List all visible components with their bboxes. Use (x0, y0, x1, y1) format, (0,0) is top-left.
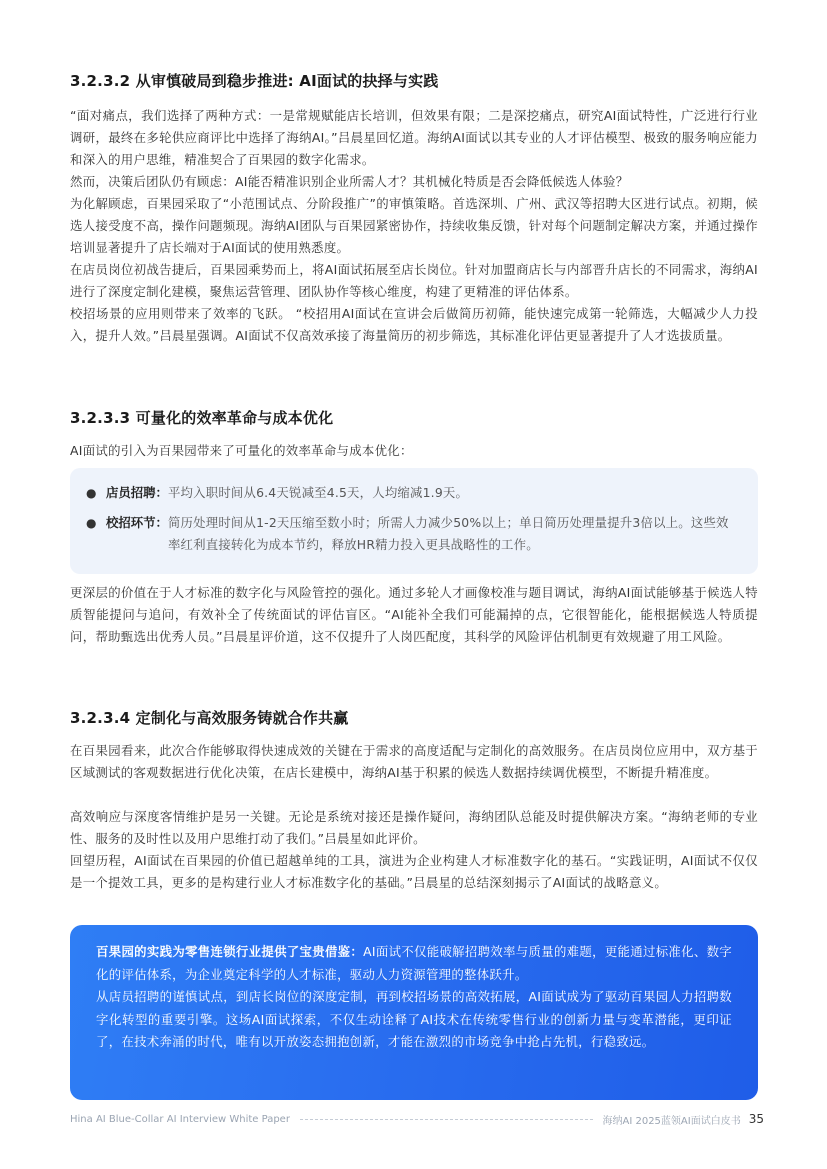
paragraph: 高效响应与深度客情维护是另一关键。无论是系统对接还是操作疑问，海纳团队总能及时提供解决方案。“海纳老师的专业性、服务的及时性以及用户思维打动了我们。”吕晨星如此评价。 (70, 809, 758, 846)
highlight-box (70, 468, 758, 574)
bullet-item (86, 512, 740, 556)
section-title-3-2-3-4: 3.2.3.4 定制化与高效服务铸就合作共赢 (70, 709, 349, 727)
footer-title-cn: 海纳AI 2025蓝领AI面试白皮书 (602, 1115, 741, 1127)
paragraph: 在店员岗位初战告捷后，百果园乘势而上，将AI面试拓展至店长岗位。针对加盟商店长与内部晋升店长的不同需求，海纳AI进行了深度定制化建模，聚焦运营管理、团队协作等核心维度，构建了更精准的评估体系。 (70, 262, 758, 299)
summary-callout (70, 925, 758, 1100)
paragraph: 回望历程，AI面试在百果园的价值已超越单纯的工具，演进为企业构建人才标准数字化的基石。“实践证明，AI面试不仅仅是一个提效工具，更多的是构建行业人才标准数字化的基础。”吕晨星的总结深刻揭示了AI面试的战略意义。 (70, 853, 758, 890)
bullet-text: 平均入职时间从6.4天锐减至4.5天，人均缩减1.9天。 (167, 485, 469, 500)
page-number: 35 (748, 1112, 764, 1126)
paragraph: 更深层的价值在于人才标准的数字化与风险管控的强化。通过多轮人才画像校准与题目调试，海纳AI面试能够基于候选人特质智能提问与追问，有效补全了传统面试的评估盲区。“AI能补全我们可能漏掉的点，它很智能化，能根据候选人特质提问，帮助甄选出优秀人员。”吕晨星评价道，这不仅提升了人岗匹配度，其科学的风险评估机制更有效规避了用工风险。 (70, 585, 758, 644)
callout-paragraph (96, 941, 732, 986)
callout-lead: 百果园的实践为零售连锁行业提供了宝贵借鉴： (96, 944, 364, 959)
bullet-dot-icon: ● (86, 516, 97, 530)
callout-paragraph: 从店员招聘的谨慎试点，到店长岗位的深度定制，再到校招场景的高效拓展，AI面试成为了驱动百果园人力招聘数字化转型的重要引擎。这场AI面试探索，不仅生动诠释了AI技术在传统零售行业的创新力量与变革潜能，更印证了，在技术奔涌的时代，唯有以开放姿态拥抱创新，才能在激烈的市场竞争中抢占先机，行稳致远。 (96, 989, 732, 1049)
bullet-label: 店员招聘： (106, 485, 168, 500)
paragraph: 校招场景的应用则带来了效率的飞跃。 “校招用AI面试在宣讲会后做简历初筛，能快速完成第一轮筛选，大幅减少人力投入，提升人效。”吕晨星强调。AI面试不仅高效承接了海量简历的初步筛选，其标准化评估更显著提升了人才选拔质量。 (70, 306, 758, 343)
paragraph: 为化解顾虑，百果园采取了“小范围试点、分阶段推广”的审慎策略。首选深圳、广州、武汉等招聘大区进行试点。初期，候选人接受度不高，操作问题频现。海纳AI团队与百果园紧密协作，持续收集反馈，针对每个问题制定解决方案，并通过操作培训显著提升了店长端对于AI面试的使用熟悉度。 (70, 196, 758, 255)
bullet-label: 校招环节： (106, 515, 168, 530)
paragraph: AI面试的引入为百果园带来了可量化的效率革命与成本优化： (70, 443, 413, 458)
section-title-3-2-3-2: 3.2.3.2 从审慎破局到稳步推进: AI面试的抉择与实践 (70, 72, 439, 90)
bullet-item (86, 482, 740, 504)
bullet-text: 简历处理时间从1-2天压缩至数小时；所需人力减少50%以上；单日简历处理量提升3倍以上。这些效率红利直接转化为成本节约，释放HR精力投入更具战略性的工作。 (167, 515, 729, 552)
bullet-dot-icon: ● (86, 486, 97, 500)
paragraph: 在百果园看来，此次合作能够取得快速成效的关键在于需求的高度适配与定制化的高效服务。在店员岗位应用中，双方基于区域测试的客观数据进行优化决策，在店长建模中，海纳AI基于积累的候选人数据持续调优模型，不断提升精准度。 (70, 743, 758, 780)
paragraph: “面对痛点，我们选择了两种方式：一是常规赋能店长培训，但效果有限；二是深挖痛点，研究AI面试特性，广泛进行行业调研，最终在多轮供应商评比中选择了海纳AI。”吕晨星回忆道。海纳AI面试以其专业的人才评估模型、极致的服务响应能力和深入的用户思维，精准契合了百果园的数字化需求。 (70, 108, 758, 167)
footer-divider (300, 1119, 593, 1120)
section-title-3-2-3-3: 3.2.3.3 可量化的效率革命与成本优化 (70, 409, 334, 427)
paragraph: 然而，决策后团队仍有顾虑：AI能否精准识别企业所需人才？其机械化特质是否会降低候选人体验？ (70, 174, 629, 189)
page-footer (70, 1111, 764, 1127)
footer-title-en: Hina AI Blue-Collar AI Interview White Paper (70, 1113, 290, 1125)
callout-text: AI面试不仅能破解招聘效率与质量的难题，更能通过标准化、数字化的评估体系，为企业奠定科学的人才标准，驱动人力资源管理的整体跃升。 (96, 944, 732, 982)
